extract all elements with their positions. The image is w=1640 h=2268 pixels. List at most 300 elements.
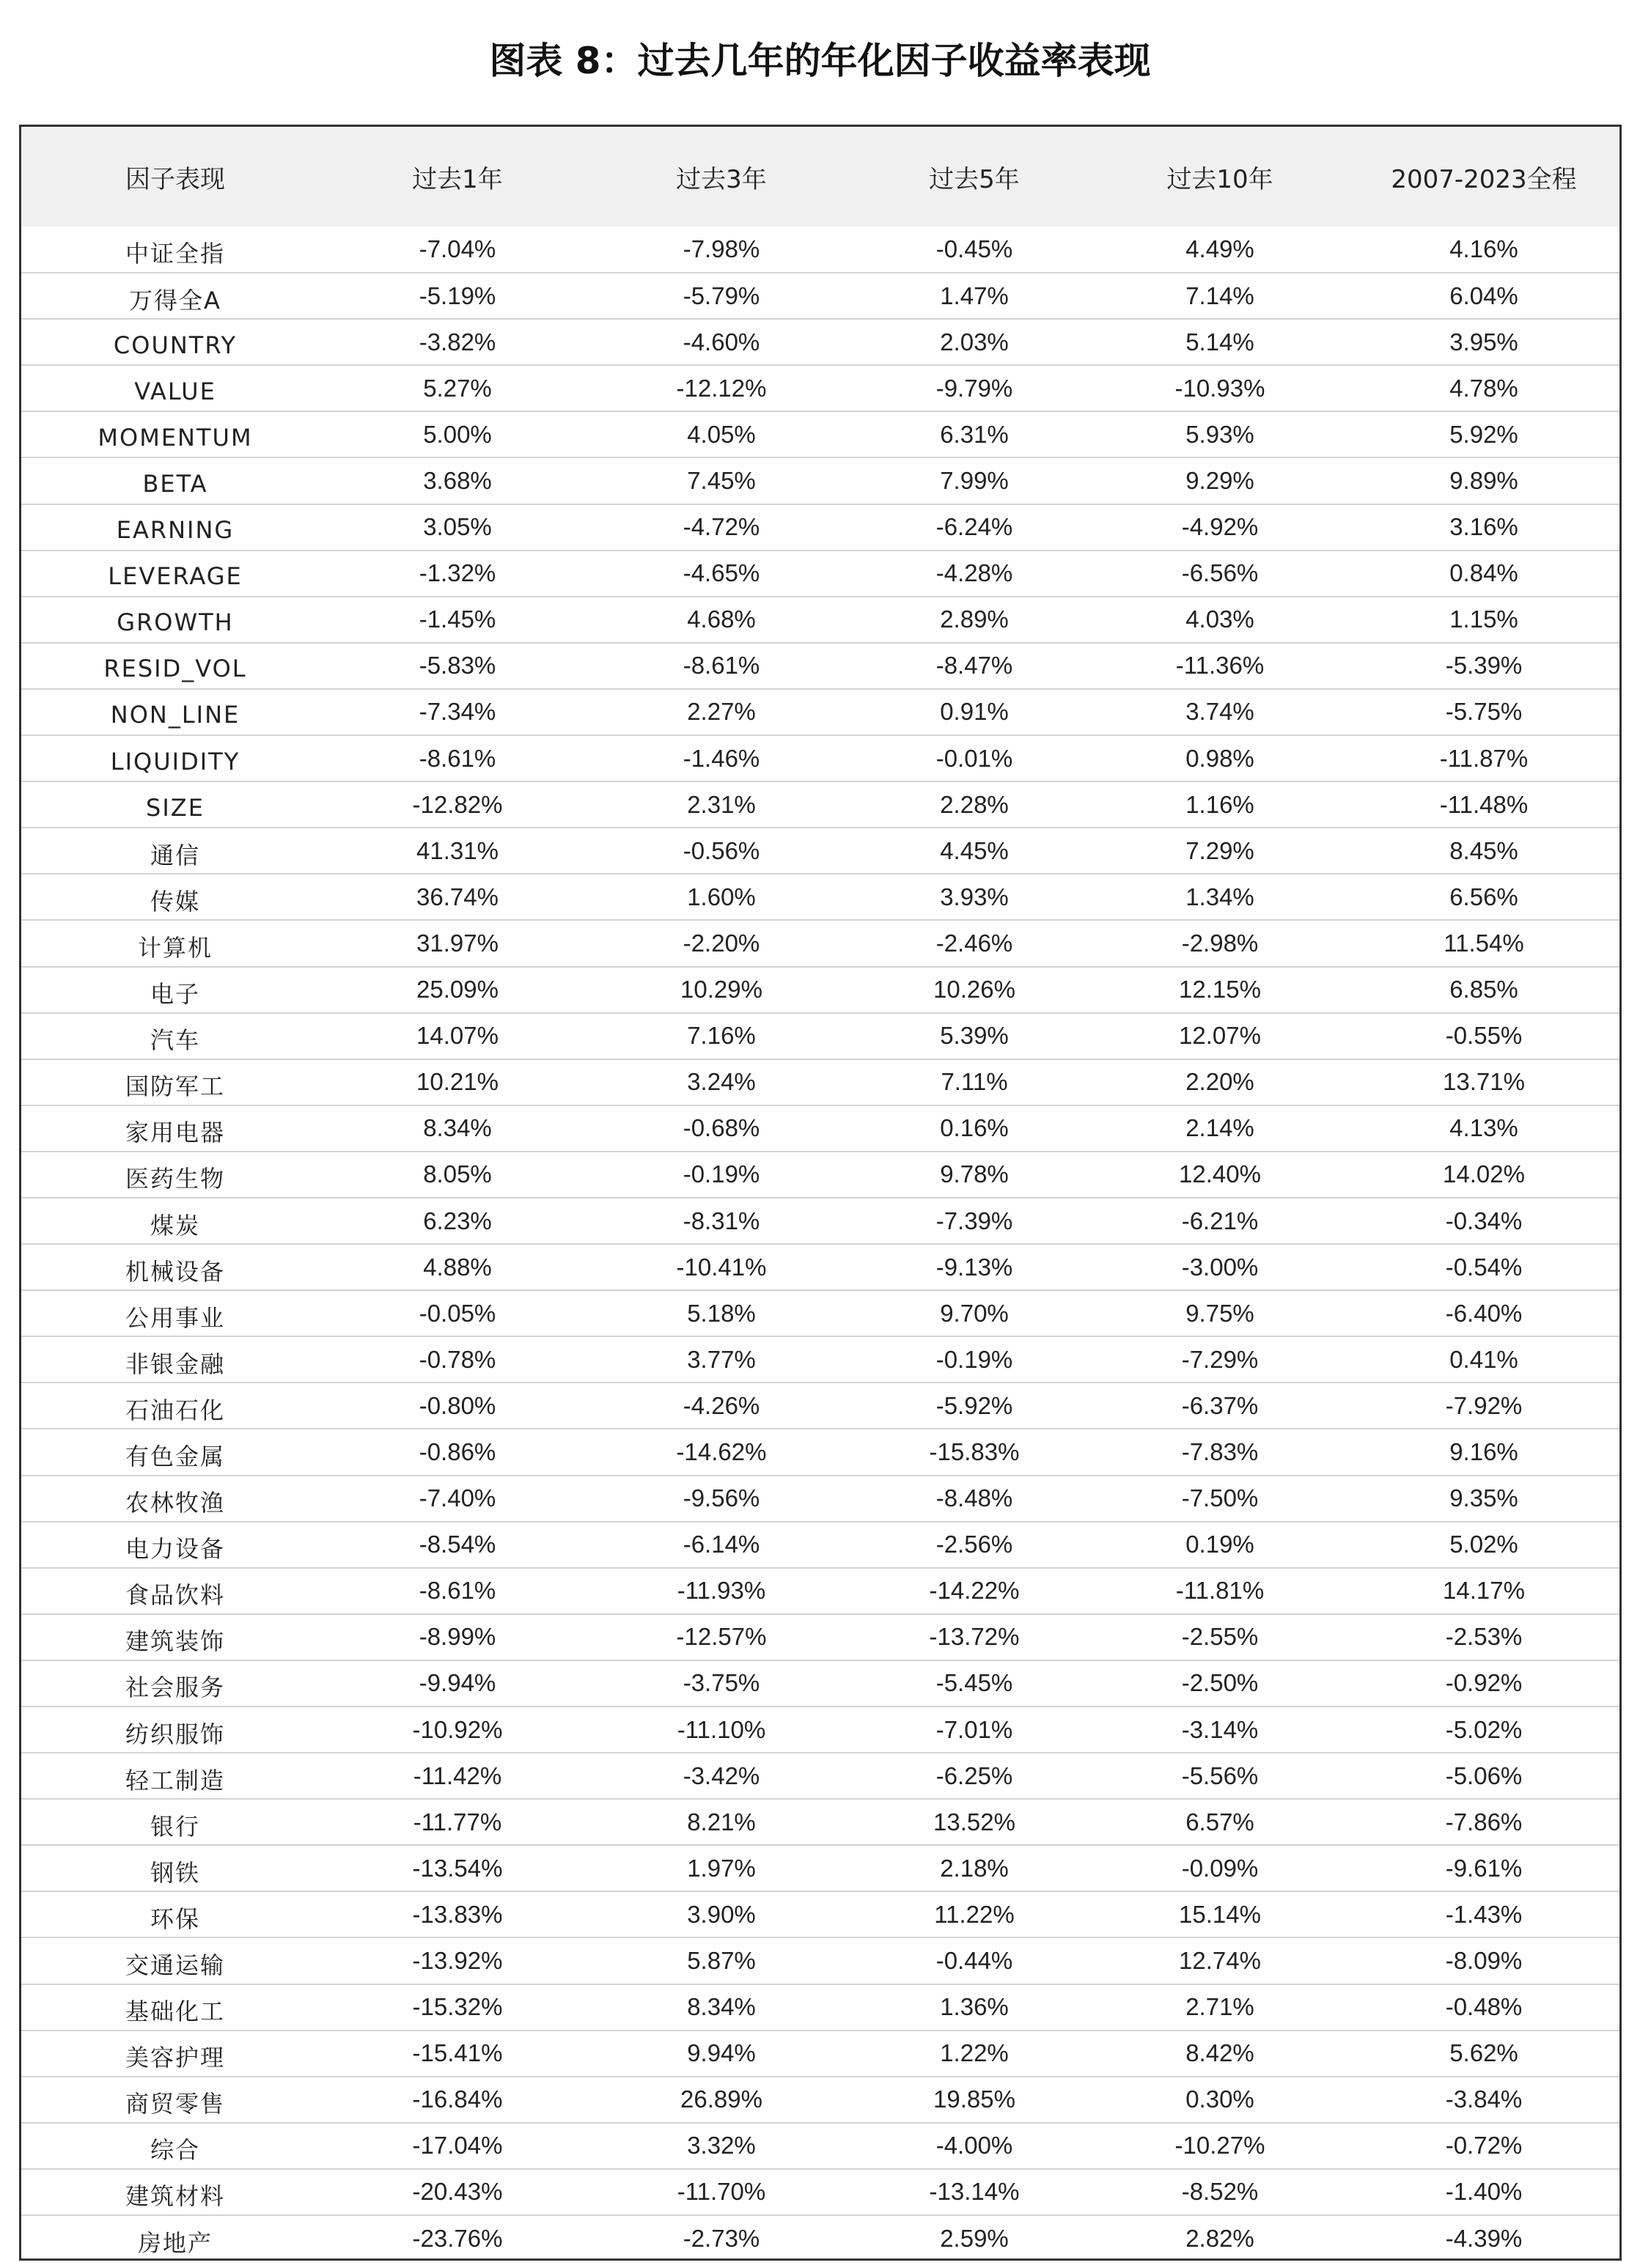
table-row (21, 411, 1619, 457)
return-1y-cell: -0.78% (329, 1336, 586, 1382)
return-10y-cell: 9.29% (1092, 457, 1348, 504)
return-3y-cell: 3.77% (586, 1336, 857, 1382)
factor-name-cell: 综合 (21, 2123, 329, 2169)
return-10y-cell: 6.57% (1092, 1799, 1348, 1845)
factor-name-cell: 家用电器 (21, 1105, 329, 1152)
return-10y-cell: 5.93% (1092, 411, 1348, 457)
return-10y-cell: 3.74% (1092, 689, 1348, 735)
factor-name-cell: 国防军工 (21, 1059, 329, 1105)
return-full-cell: -2.53% (1348, 1614, 1619, 1660)
table-row (21, 1152, 1619, 1198)
return-1y-cell: 6.23% (329, 1198, 586, 1244)
return-1y-cell: -13.83% (329, 1891, 586, 1937)
table-row (21, 1198, 1619, 1244)
factor-name-cell: 交通运输 (21, 1937, 329, 1984)
return-full-cell: 4.78% (1348, 365, 1619, 411)
factor-name-cell: 银行 (21, 1799, 329, 1845)
factor-name-cell: 环保 (21, 1891, 329, 1937)
table-row (21, 2123, 1619, 2169)
return-3y-cell: -0.19% (586, 1152, 857, 1198)
page-title: 图表 8：过去几年的年化因子收益率表现 (489, 40, 1151, 82)
table-row (21, 1984, 1619, 2030)
table-row (21, 2077, 1619, 2123)
return-10y-cell: 2.14% (1092, 1105, 1348, 1152)
factor-name-cell: 轻工制造 (21, 1753, 329, 1799)
return-10y-cell: -3.14% (1092, 1706, 1348, 1753)
return-5y-cell: 1.22% (857, 2030, 1092, 2077)
return-3y-cell: 8.21% (586, 1799, 857, 1845)
return-5y-cell: -0.44% (857, 1937, 1092, 1984)
factor-name-cell: 纺织服饰 (21, 1706, 329, 1753)
return-3y-cell: 3.24% (586, 1059, 857, 1105)
return-5y-cell: 7.99% (857, 457, 1092, 504)
return-10y-cell: 0.30% (1092, 2077, 1348, 2123)
factor-name-cell: 石油石化 (21, 1382, 329, 1429)
return-3y-cell: -4.26% (586, 1382, 857, 1429)
return-10y-cell: 8.42% (1092, 2030, 1348, 2077)
return-full-cell: -3.84% (1348, 2077, 1619, 2123)
table-row (21, 2169, 1619, 2215)
return-10y-cell: 9.75% (1092, 1290, 1348, 1336)
table-row (21, 1429, 1619, 1475)
return-5y-cell: 9.70% (857, 1290, 1092, 1336)
return-3y-cell: 2.31% (586, 781, 857, 828)
return-10y-cell: -8.52% (1092, 2169, 1348, 2215)
return-1y-cell: 25.09% (329, 967, 586, 1013)
return-10y-cell: -10.93% (1092, 365, 1348, 411)
return-10y-cell: -7.50% (1092, 1476, 1348, 1522)
factor-name-cell: 商贸零售 (21, 2077, 329, 2123)
return-10y-cell: 1.34% (1092, 874, 1348, 920)
table-row (21, 1660, 1619, 1706)
table-row (21, 551, 1619, 597)
return-10y-cell: 4.03% (1092, 597, 1348, 643)
return-10y-cell: -10.27% (1092, 2123, 1348, 2169)
factor-name-cell: 电子 (21, 967, 329, 1013)
return-10y-cell: 15.14% (1092, 1891, 1348, 1937)
return-1y-cell: -12.82% (329, 781, 586, 828)
return-1y-cell: 5.00% (329, 411, 586, 457)
return-full-cell: 3.95% (1348, 319, 1619, 365)
return-5y-cell: -14.22% (857, 1568, 1092, 1614)
return-full-cell: -9.61% (1348, 1845, 1619, 1891)
table-row (21, 1013, 1619, 1059)
return-full-cell: 9.89% (1348, 457, 1619, 504)
return-full-cell: 4.16% (1449, 235, 1518, 263)
return-5y-cell: 9.78% (857, 1152, 1092, 1198)
return-10y-cell: 0.98% (1092, 735, 1348, 781)
return-full-cell: -0.54% (1348, 1244, 1619, 1290)
return-3y-cell: 4.68% (586, 597, 857, 643)
return-1y-cell: -11.77% (329, 1799, 586, 1845)
return-full-cell: -5.06% (1348, 1753, 1619, 1799)
return-1y-cell: -17.04% (329, 2123, 586, 2169)
table-row (21, 1476, 1619, 1522)
table-row (21, 735, 1619, 781)
table-row (21, 319, 1619, 365)
return-10y-cell: 2.71% (1092, 1984, 1348, 2030)
return-1y-cell: -8.99% (329, 1614, 586, 1660)
return-1y-cell: -10.92% (329, 1706, 586, 1753)
return-3y-cell: 1.60% (586, 874, 857, 920)
return-full-cell: -0.34% (1348, 1198, 1619, 1244)
table-row (21, 1799, 1619, 1845)
column-header-1y: 过去1年 (412, 164, 503, 194)
factor-name-cell: 医药生物 (21, 1152, 329, 1198)
return-5y-cell: 3.93% (857, 874, 1092, 920)
table-row (21, 874, 1619, 920)
return-10y-cell: -11.36% (1092, 643, 1348, 689)
return-3y-cell: -3.42% (586, 1753, 857, 1799)
return-3y-cell: -2.73% (586, 2215, 857, 2261)
return-3y-cell: 2.27% (586, 689, 857, 735)
return-5y-cell: -5.45% (857, 1660, 1092, 1706)
return-full-cell: -5.02% (1348, 1706, 1619, 1753)
return-1y-cell: 14.07% (329, 1013, 586, 1059)
table-row (21, 1059, 1619, 1105)
factor-name-cell: 计算机 (21, 920, 329, 966)
return-1y-cell: 31.97% (329, 920, 586, 966)
table-row (21, 967, 1619, 1013)
factor-name-cell: NON_LINE (21, 689, 329, 735)
return-1y-cell: 41.31% (329, 828, 586, 874)
return-full-cell: -0.72% (1348, 2123, 1619, 2169)
return-1y-cell: -8.61% (329, 735, 586, 781)
return-10y-cell: -4.92% (1092, 504, 1348, 551)
table-row (21, 1105, 1619, 1152)
factor-name-cell: EARNING (21, 504, 329, 551)
return-10y-cell: 7.14% (1092, 273, 1348, 319)
factor-name-cell: 有色金属 (21, 1429, 329, 1475)
table-row (21, 1937, 1619, 1984)
return-5y-cell: -5.92% (857, 1382, 1092, 1429)
return-full-cell: -11.48% (1348, 781, 1619, 828)
factor-name-cell: 万得全A (21, 273, 329, 319)
factor-name-cell: 煤炭 (21, 1198, 329, 1244)
return-3y-cell: -11.10% (586, 1706, 857, 1753)
return-5y-cell: -7.01% (857, 1706, 1092, 1753)
return-10y-cell: 2.20% (1092, 1059, 1348, 1105)
return-3y-cell: -0.68% (586, 1105, 857, 1152)
table-row (21, 1568, 1619, 1614)
return-full-cell: 1.15% (1348, 597, 1619, 643)
return-full-cell: 5.02% (1348, 1522, 1619, 1568)
return-full-cell: 11.54% (1348, 920, 1619, 966)
return-10y-cell: -7.83% (1092, 1429, 1348, 1475)
return-10y-cell: 1.16% (1092, 781, 1348, 828)
return-full-cell: 5.92% (1348, 411, 1619, 457)
return-1y-cell: -15.32% (329, 1984, 586, 2030)
factor-name-cell: 房地产 (21, 2215, 329, 2261)
return-1y-cell: 36.74% (329, 874, 586, 920)
factor-name-cell: RESID_VOL (21, 643, 329, 689)
return-5y-cell: -2.56% (857, 1522, 1092, 1568)
table-row (21, 504, 1619, 551)
factor-name-cell: 汽车 (21, 1013, 329, 1059)
return-1y-cell: -13.54% (329, 1845, 586, 1891)
table-row (21, 1382, 1619, 1429)
return-full-cell: 5.62% (1348, 2030, 1619, 2077)
factor-name-cell: SIZE (21, 781, 329, 828)
return-10y-cell: 4.49% (1185, 235, 1254, 263)
return-5y-cell: -6.24% (857, 504, 1092, 551)
return-full-cell: -1.43% (1348, 1891, 1619, 1937)
return-3y-cell: 26.89% (586, 2077, 857, 2123)
return-5y-cell: 0.16% (857, 1105, 1092, 1152)
return-3y-cell: -2.20% (586, 920, 857, 966)
factor-name-cell: 食品饮料 (21, 1568, 329, 1614)
factor-name-cell: 通信 (21, 828, 329, 874)
return-1y-cell: -3.82% (329, 319, 586, 365)
return-full-cell: -0.55% (1348, 1013, 1619, 1059)
return-full-cell: 6.56% (1348, 874, 1619, 920)
return-10y-cell: 12.40% (1092, 1152, 1348, 1198)
return-5y-cell: 19.85% (857, 2077, 1092, 2123)
factor-name-cell: 建筑装饰 (21, 1614, 329, 1660)
return-full-cell: 4.13% (1348, 1105, 1619, 1152)
return-full-cell: -11.87% (1348, 735, 1619, 781)
return-5y-cell: -2.46% (857, 920, 1092, 966)
return-5y-cell: 4.45% (857, 828, 1092, 874)
return-full-cell: 14.17% (1348, 1568, 1619, 1614)
return-3y-cell: 7.16% (586, 1013, 857, 1059)
return-10y-cell: 5.14% (1092, 319, 1348, 365)
return-3y-cell: 4.05% (586, 411, 857, 457)
column-header-10y: 过去10年 (1166, 164, 1273, 194)
return-10y-cell: 7.29% (1092, 828, 1348, 874)
return-3y-cell: -9.56% (586, 1476, 857, 1522)
return-3y-cell: -8.61% (586, 643, 857, 689)
factor-name-cell: BETA (21, 457, 329, 504)
return-3y-cell: -11.70% (586, 2169, 857, 2215)
return-10y-cell: -7.29% (1092, 1336, 1348, 1382)
return-3y-cell: -5.79% (586, 273, 857, 319)
return-5y-cell: 0.91% (857, 689, 1092, 735)
return-10y-cell: -6.21% (1092, 1198, 1348, 1244)
column-header-factor: 因子表现 (125, 164, 225, 194)
factor-name-cell: 公用事业 (21, 1290, 329, 1336)
table-row (21, 1706, 1619, 1753)
return-3y-cell: 5.87% (586, 1937, 857, 1984)
return-1y-cell: 5.27% (329, 365, 586, 411)
factor-name-cell: 电力设备 (21, 1522, 329, 1568)
return-1y-cell: 8.05% (329, 1152, 586, 1198)
return-full-cell: -5.39% (1348, 643, 1619, 689)
table-header-row (21, 127, 1619, 227)
return-1y-cell: 4.88% (329, 1244, 586, 1290)
return-1y-cell: -20.43% (329, 2169, 586, 2215)
column-header-5y: 过去5年 (929, 164, 1020, 194)
return-5y-cell: -0.01% (857, 735, 1092, 781)
return-3y-cell: -4.72% (586, 504, 857, 551)
return-5y-cell: -4.28% (857, 551, 1092, 597)
table-row (21, 1891, 1619, 1937)
factor-name-cell: 社会服务 (21, 1660, 329, 1706)
table-row (21, 1614, 1619, 1660)
return-5y-cell: 2.59% (857, 2215, 1092, 2261)
return-10y-cell: 12.07% (1092, 1013, 1348, 1059)
return-3y-cell: 1.97% (586, 1845, 857, 1891)
return-5y-cell: 7.11% (857, 1059, 1092, 1105)
return-1y-cell: 10.21% (329, 1059, 586, 1105)
return-1y-cell: 8.34% (329, 1105, 586, 1152)
return-5y-cell: -9.13% (857, 1244, 1092, 1290)
return-1y-cell: -5.83% (329, 643, 586, 689)
return-5y-cell: -0.45% (935, 235, 1013, 263)
table-row (21, 689, 1619, 735)
return-10y-cell: 12.74% (1092, 1937, 1348, 1984)
return-3y-cell: -12.57% (586, 1614, 857, 1660)
return-full-cell: -6.40% (1348, 1290, 1619, 1336)
factor-return-table-frame (19, 125, 1622, 2261)
return-1y-cell: 3.05% (329, 504, 586, 551)
return-10y-cell: -11.81% (1092, 1568, 1348, 1614)
table-row (21, 2215, 1619, 2261)
table-row (21, 1336, 1619, 1382)
factor-name-cell: 非银金融 (21, 1336, 329, 1382)
return-10y-cell: 2.82% (1092, 2215, 1348, 2261)
return-3y-cell: 5.18% (586, 1290, 857, 1336)
return-5y-cell: 6.31% (857, 411, 1092, 457)
table-row (21, 643, 1619, 689)
return-1y-cell: -0.86% (329, 1429, 586, 1475)
return-5y-cell: -0.19% (857, 1336, 1092, 1382)
return-3y-cell: -4.60% (586, 319, 857, 365)
return-3y-cell: 3.32% (586, 2123, 857, 2169)
return-10y-cell: -2.98% (1092, 920, 1348, 966)
table-row (21, 1290, 1619, 1336)
return-10y-cell: 12.15% (1092, 967, 1348, 1013)
return-1y-cell: -16.84% (329, 2077, 586, 2123)
return-1y-cell: -7.40% (329, 1476, 586, 1522)
return-5y-cell: 1.47% (857, 273, 1092, 319)
return-3y-cell: -0.56% (586, 828, 857, 874)
return-full-cell: 0.41% (1348, 1336, 1619, 1382)
return-1y-cell: -0.80% (329, 1382, 586, 1429)
return-1y-cell: -1.45% (329, 597, 586, 643)
return-full-cell: 6.85% (1348, 967, 1619, 1013)
return-full-cell: 9.35% (1348, 1476, 1619, 1522)
return-10y-cell: -5.56% (1092, 1753, 1348, 1799)
return-5y-cell: -7.39% (857, 1198, 1092, 1244)
return-1y-cell: 3.68% (329, 457, 586, 504)
table-body (21, 227, 1619, 2261)
table-row (21, 781, 1619, 828)
table-row (21, 1845, 1619, 1891)
table-row (21, 828, 1619, 874)
return-3y-cell: 9.94% (586, 2030, 857, 2077)
return-10y-cell: -2.50% (1092, 1660, 1348, 1706)
return-full-cell: -5.75% (1348, 689, 1619, 735)
return-3y-cell: -12.12% (586, 365, 857, 411)
return-3y-cell: -10.41% (586, 1244, 857, 1290)
return-3y-cell: -1.46% (586, 735, 857, 781)
return-10y-cell: -2.55% (1092, 1614, 1348, 1660)
return-1y-cell: -8.54% (329, 1522, 586, 1568)
table-row (21, 597, 1619, 643)
return-1y-cell: -11.42% (329, 1753, 586, 1799)
return-10y-cell: -6.37% (1092, 1382, 1348, 1429)
return-3y-cell: 10.29% (586, 967, 857, 1013)
table-row (21, 273, 1619, 319)
return-full-cell: -4.39% (1348, 2215, 1619, 2261)
column-header-full-period: 2007-2023全程 (1391, 164, 1577, 194)
factor-name-cell: 传媒 (21, 874, 329, 920)
return-5y-cell: -6.25% (857, 1753, 1092, 1799)
return-5y-cell: 2.18% (857, 1845, 1092, 1891)
factor-name-cell: 美容护理 (21, 2030, 329, 2077)
return-3y-cell: -6.14% (586, 1522, 857, 1568)
table-row (21, 227, 1619, 273)
return-1y-cell: -9.94% (329, 1660, 586, 1706)
return-3y-cell: 7.45% (586, 457, 857, 504)
return-full-cell: -7.92% (1348, 1382, 1619, 1429)
return-10y-cell: 0.19% (1092, 1522, 1348, 1568)
factor-return-table (21, 127, 1619, 2261)
return-5y-cell: -4.00% (857, 2123, 1092, 2169)
factor-name-cell: 基础化工 (21, 1984, 329, 2030)
return-3y-cell: -3.75% (586, 1660, 857, 1706)
return-1y-cell: -5.19% (329, 273, 586, 319)
table-row (21, 2030, 1619, 2077)
factor-name-cell: COUNTRY (21, 319, 329, 365)
return-full-cell: 6.04% (1348, 273, 1619, 319)
factor-name-cell: 农林牧渔 (21, 1476, 329, 1522)
factor-name-cell: 机械设备 (21, 1244, 329, 1290)
table-row (21, 920, 1619, 966)
return-3y-cell: 3.90% (586, 1891, 857, 1937)
return-5y-cell: 1.36% (857, 1984, 1092, 2030)
return-full-cell: 8.45% (1348, 828, 1619, 874)
return-1y-cell: -13.92% (329, 1937, 586, 1984)
return-full-cell: 9.16% (1348, 1429, 1619, 1475)
return-10y-cell: -3.00% (1092, 1244, 1348, 1290)
return-5y-cell: -8.48% (857, 1476, 1092, 1522)
return-10y-cell: -6.56% (1092, 551, 1348, 597)
factor-name-cell: MOMENTUM (21, 411, 329, 457)
factor-name-cell: LIQUIDITY (21, 735, 329, 781)
return-full-cell: 3.16% (1348, 504, 1619, 551)
return-5y-cell: -15.83% (857, 1429, 1092, 1475)
factor-name-cell: GROWTH (21, 597, 329, 643)
return-3y-cell: -4.65% (586, 551, 857, 597)
return-3y-cell: -7.98% (683, 235, 760, 263)
table-row (21, 1244, 1619, 1290)
factor-name-cell: 钢铁 (21, 1845, 329, 1891)
return-5y-cell: -13.72% (857, 1614, 1092, 1660)
table-row (21, 365, 1619, 411)
return-1y-cell: -15.41% (329, 2030, 586, 2077)
return-5y-cell: -8.47% (857, 643, 1092, 689)
return-5y-cell: 2.89% (857, 597, 1092, 643)
return-10y-cell: -0.09% (1092, 1845, 1348, 1891)
return-full-cell: -7.86% (1348, 1799, 1619, 1845)
return-1y-cell: -7.34% (329, 689, 586, 735)
return-full-cell: 13.71% (1348, 1059, 1619, 1105)
factor-name-cell: LEVERAGE (21, 551, 329, 597)
return-5y-cell: 5.39% (857, 1013, 1092, 1059)
column-header-3y: 过去3年 (676, 164, 767, 194)
return-3y-cell: 8.34% (586, 1984, 857, 2030)
return-3y-cell: -11.93% (586, 1568, 857, 1614)
factor-name-cell: 中证全指 (125, 240, 225, 268)
return-1y-cell: -7.04% (419, 235, 496, 263)
factor-name-cell: 建筑材料 (21, 2169, 329, 2215)
return-5y-cell: 2.28% (857, 781, 1092, 828)
return-full-cell: -0.92% (1348, 1660, 1619, 1706)
return-full-cell: -0.48% (1348, 1984, 1619, 2030)
return-full-cell: -1.40% (1348, 2169, 1619, 2215)
